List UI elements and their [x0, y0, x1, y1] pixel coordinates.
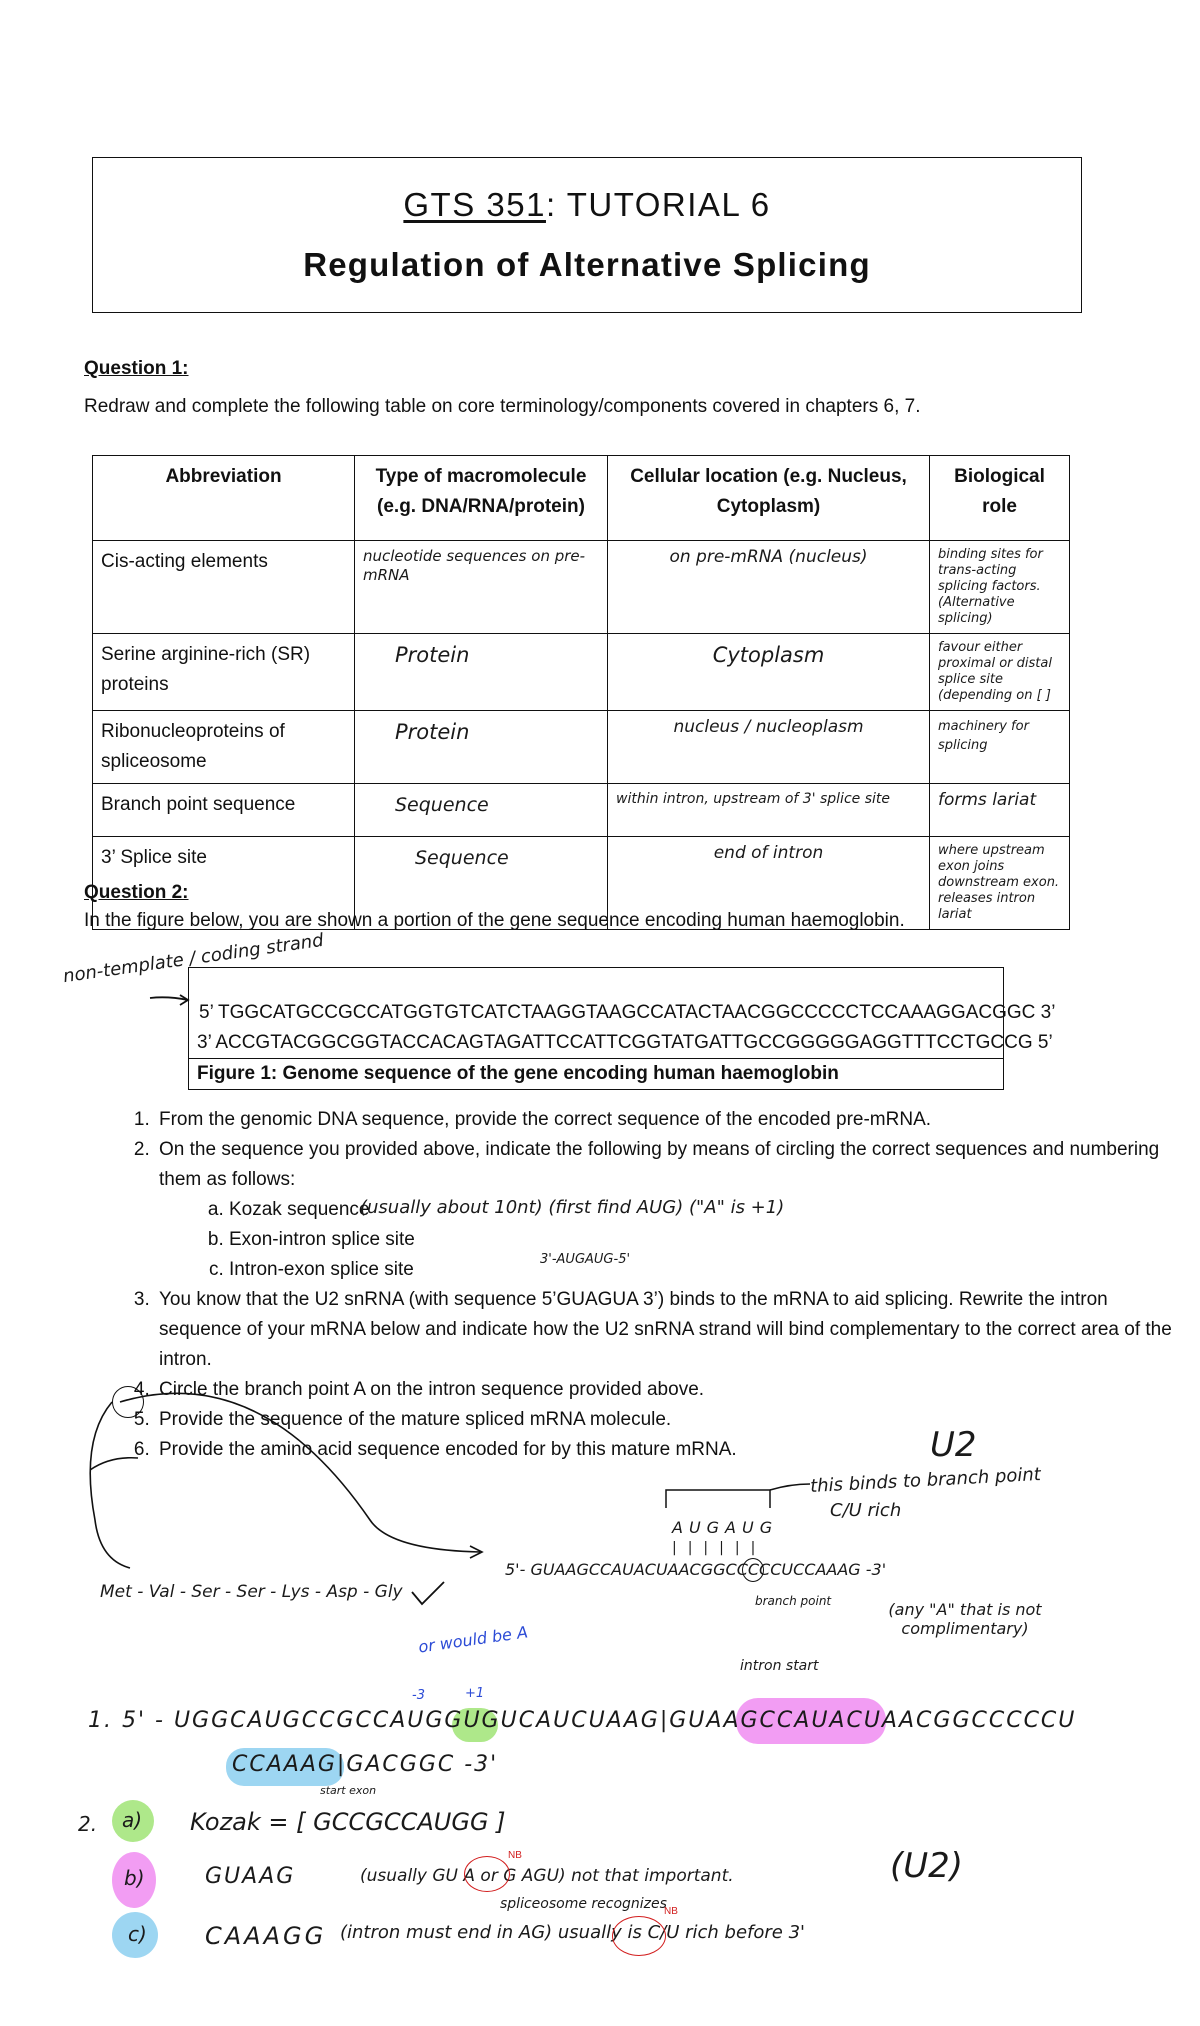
row-type: Sequence: [355, 784, 608, 837]
arrow-icon: [148, 990, 192, 1010]
pairing-lines: ||||||: [672, 1540, 767, 1556]
sequence-figure: [188, 967, 1056, 1090]
intron-start-label: intron start: [740, 1658, 819, 1674]
row-role: binding sites for trans-acting splicing factors. (Alternative splicing): [930, 541, 1070, 634]
item-text: On the sequence you provided above, indicate the following by means of circling the correct sequences and numbering them as follows:: [159, 1139, 1160, 1190]
list-item: 4. Circle the branch point A on the intron sequence provided above.: [155, 1375, 1185, 1405]
table-row: [93, 784, 1070, 837]
tutorial-number: : TUTORIAL 6: [545, 186, 771, 223]
pre-mrna-line2: CCAAAG|GACGGC -3': [232, 1752, 499, 1777]
title-box: [92, 157, 1082, 313]
binds-note: this binds to branch point: [809, 1463, 1042, 1498]
q2-heading: Question 2:: [84, 882, 189, 903]
arrow-icon: [80, 1450, 140, 1480]
row-location: nucleus / nucleoplasm: [608, 711, 930, 784]
figure-caption: Figure 1: Genome sequence of the gene encoding human haemoglobin: [189, 1058, 1003, 1089]
terminology-table: [92, 455, 1070, 930]
pre-mrna-line1: 1. 5' - UGGCAUGCCGCCAUGGUGUCAUCUAAG|GUAAGCCAUACUAACGGCCCCCU: [88, 1708, 1077, 1733]
spliceosome-note: spliceosome recognizes: [500, 1896, 667, 1912]
row-name: Branch point sequence: [93, 784, 355, 837]
course-code: GTS 351: [403, 186, 546, 223]
list-item: c. Intron-exon splice site: [229, 1255, 1185, 1285]
row-location: on pre-mRNA (nucleus): [608, 541, 930, 634]
answer-c-label: c): [128, 1922, 147, 1946]
template-strand: 3’ ACCGTACGGCGGTACCACAGTAGATTCCATTCGGTATGATTGCCGGGGGAGGTTTCCTGCCG 5’: [197, 1032, 1053, 1053]
protein-sequence: Met - Val - Ser - Ser - Lys - Asp - Gly: [100, 1582, 403, 1602]
row-role: where upstream exon joins downstream exon. releases intron lariat: [930, 837, 1070, 930]
table-header-row: [93, 456, 1070, 541]
list-item: a. Kozak sequence: [229, 1195, 1185, 1225]
q2-intro: In the figure below, you are shown a portion of the gene sequence encoding human haemoglobin.: [84, 910, 905, 931]
branch-point-label: branch point: [755, 1594, 832, 1608]
answer-2-label: 2.: [78, 1812, 98, 1836]
answer-a-label: a): [122, 1808, 143, 1832]
list-item: b. Exon-intron splice site: [229, 1225, 1185, 1255]
reverse-note: 3'-AUGAUG-5': [540, 1252, 631, 1267]
row-type: Protein: [355, 634, 608, 711]
page-subtitle: Regulation of Alternative Splicing: [303, 246, 871, 283]
checkmark-icon: [408, 1578, 448, 1608]
row-role: forms lariat: [930, 784, 1070, 837]
row-name: 3’ Splice site: [93, 837, 355, 930]
list-item: 3. You know that the U2 snRNA (with sequence 5’GUAGUA 3’) binds to the mRNA to aid splicing. Rewrite the intron sequence of your mRNA below and indicate how the U2 snRNA strand will bind complementary to the correct area of the intron.: [155, 1285, 1185, 1375]
coding-strand: 5’ TGGCATGCCGCCATGGTGTCATCTAAGGTAAGCCATACTAACGGCCCCCTCCAAAGGACGGC 3’: [199, 1002, 1056, 1023]
any-a-note: (any "A" that is not complimentary): [888, 1600, 1042, 1638]
red-circle: [612, 1916, 666, 1956]
table-row: [93, 634, 1070, 711]
row-location: Cytoplasm: [608, 634, 930, 711]
page-title: [93, 186, 1081, 224]
row-location: within intron, upstream of 3' splice site: [608, 784, 930, 837]
caaagg-answer: CAAAGG: [205, 1922, 327, 1950]
row-name: Serine arginine-rich (SR) proteins: [93, 634, 355, 711]
guaag-note: (usually GU A or G AGU) not that important.: [360, 1866, 734, 1886]
header-location: Cellular location (e.g. Nucleus, Cytoplasm): [608, 456, 930, 541]
row-type: Protein: [355, 711, 608, 784]
row-name: Cis-acting elements: [93, 541, 355, 634]
start-exon-label: start exon: [320, 1784, 377, 1797]
nb-mark: NB: [664, 1906, 678, 1917]
guaag-answer: GUAAG: [205, 1864, 296, 1889]
kozak-note: (usually about 10nt) (first find AUG) ("A" is +1): [360, 1197, 785, 1218]
caaagg-note: (intron must end in AG) usually is C/U rich before 3': [340, 1922, 806, 1943]
strand-note: non-template / coding strand: [61, 929, 325, 988]
list-item: 6. Provide the amino acid sequence encoded for by this mature mRNA.: [155, 1435, 1185, 1465]
list-item: 1. From the genomic DNA sequence, provide the correct sequence of the encoded pre-mRNA.: [155, 1105, 1185, 1135]
arrow-icon: [660, 1480, 820, 1520]
answer-b-label: b): [124, 1866, 145, 1890]
arrow-icon: [60, 1380, 490, 1580]
intron-sequence: 5'- GUAAGCCAUACUAACGGCCCCCUCCAAAG -3': [505, 1560, 887, 1579]
plus1-label: +1: [465, 1686, 485, 1701]
list-item: 5. Provide the sequence of the mature spliced mRNA molecule.: [155, 1405, 1185, 1435]
u2-answer: (U2): [890, 1846, 964, 1886]
row-role: favour either proximal or distal splice site (depending on [ ]: [930, 634, 1070, 711]
header-role: Biological role: [930, 456, 1070, 541]
q1-heading: Question 1:: [84, 358, 189, 379]
table-row: [93, 711, 1070, 784]
u2-label: U2: [930, 1425, 977, 1465]
row-type: Sequence: [355, 837, 608, 930]
header-type: Type of macromolecule (e.g. DNA/RNA/protein): [355, 456, 608, 541]
u2-pairing: AUGAUG: [672, 1518, 779, 1537]
header-abbreviation: Abbreviation: [93, 456, 355, 541]
row-type: nucleotide sequences on pre-mRNA: [355, 541, 608, 634]
q1-instruction: Redraw and complete the following table on core terminology/components covered in chapters 6, 7.: [84, 396, 921, 417]
branch-point-circle: [742, 1558, 764, 1582]
table-row: [93, 541, 1070, 634]
nb-mark: NB: [508, 1850, 522, 1861]
minus3-label: -3: [412, 1688, 425, 1703]
row-name: Ribonucleoproteins of spliceosome: [93, 711, 355, 784]
row-location: end of intron: [608, 837, 930, 930]
red-circle: [464, 1856, 510, 1892]
or-would-be-a: or would be A: [417, 1622, 529, 1657]
kozak-answer: Kozak = [ GCCGCCAUGG ]: [190, 1808, 506, 1836]
row-role: machinery for splicing: [930, 711, 1070, 784]
cu-rich-note: C/U rich: [830, 1500, 902, 1521]
